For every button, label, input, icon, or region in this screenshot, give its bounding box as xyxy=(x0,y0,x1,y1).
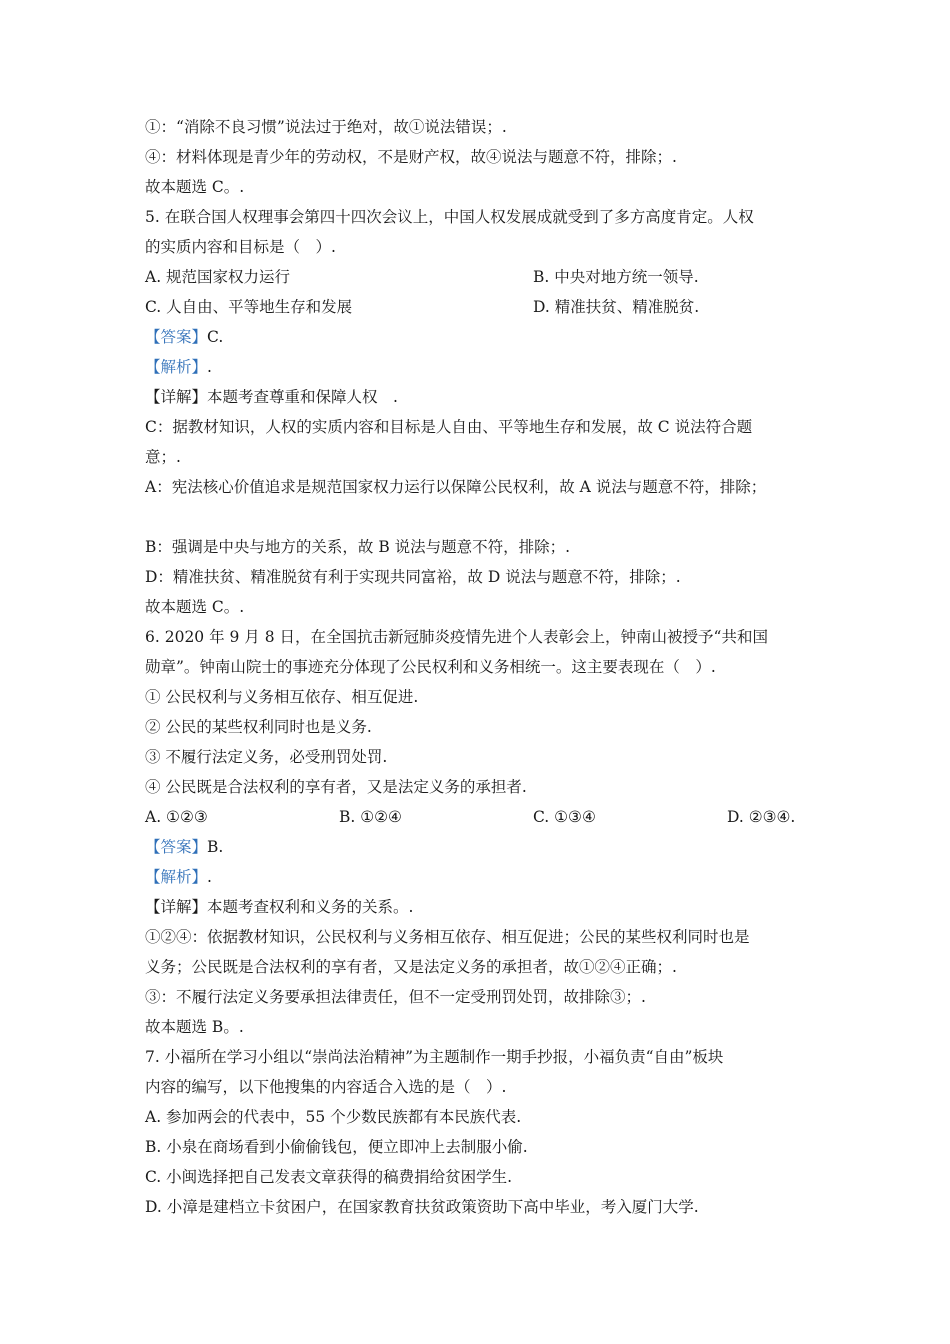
text-line: D：精准扶贫、精准脱贫有利于实现共同富裕，故 D 说法与题意不符，排除；. xyxy=(145,568,681,586)
text-line: 故本题选 C。. xyxy=(145,598,245,616)
answer-tag: 【答案】 xyxy=(145,328,208,346)
text-line: 故本题选 C。. xyxy=(145,178,245,196)
q6-option-d: D. ②③④. xyxy=(727,808,796,826)
q6-option-c: C. ①③④ xyxy=(533,808,596,826)
analysis-tag: 【解析】 xyxy=(145,868,208,886)
q6-answer xyxy=(145,832,805,862)
question-6-stem: 6. 2020 年 9 月 8 日，在全国抗击新冠肺炎疫情先进个人表彰会上，钟南山被授予“共和国 xyxy=(145,628,768,646)
answer-value: C. xyxy=(207,328,224,346)
q6-detail: 【详解】本题考查权利和义务的关系。. xyxy=(145,898,414,916)
text-line: ④：材料体现是青少年的劳动权，不是财产权，故④说法与题意不符，排除；. xyxy=(145,148,677,166)
q6-statement: ④ 公民既是合法权利的享有者，又是法定义务的承担者. xyxy=(145,778,527,796)
q7-option-a: A. 参加两会的代表中，55 个少数民族都有本民族代表. xyxy=(145,1108,522,1126)
question-5-stem: 5. 在联合国人权理事会第四十四次会议上，中国人权发展成就受到了多方高度肯定。人权 xyxy=(145,208,754,226)
text-line: 故本题选 B。. xyxy=(145,1018,244,1036)
text-line: ③：不履行法定义务要承担法律责任，但不一定受刑罚处罚，故排除③；. xyxy=(145,988,646,1006)
question-5-stem: 的实质内容和目标是（ ）. xyxy=(145,238,336,256)
q6-option-a: A. ①②③ xyxy=(145,808,208,826)
document-page xyxy=(145,112,805,1222)
text-line: B：强调是中央与地方的关系，故 B 说法与题意不符，排除；. xyxy=(145,538,571,556)
q6-options-row xyxy=(145,802,805,832)
q7-option-c: C. 小闽选择把自己发表文章获得的稿费捐给贫困学生. xyxy=(145,1168,513,1186)
q6-statement: ① 公民权利与义务相互依存、相互促进. xyxy=(145,688,419,706)
question-7-stem: 7. 小福所在学习小组以“崇尚法治精神”为主题制作一期手抄报，小福负责“自由”板块 xyxy=(145,1048,724,1066)
text-line: ①：“消除不良习惯”说法过于绝对，故①说法错误；. xyxy=(145,118,507,136)
q6-statement: ③ 不履行法定义务，必受刑罚处罚. xyxy=(145,748,388,766)
q5-option-c: C. 人自由、平等地生存和发展 xyxy=(145,298,353,316)
q6-analysis xyxy=(145,862,805,892)
spacer xyxy=(145,502,805,532)
text-line: A：宪法核心价值追求是规范国家权力运行以保障公民权利，故 A 说法与题意不符，排除； xyxy=(145,478,767,496)
q6-statement: ② 公民的某些权利同时也是义务. xyxy=(145,718,372,736)
text-line: C：据教材知识，人权的实质内容和目标是人自由、平等地生存和发展，故 C 说法符合题 xyxy=(145,418,753,436)
question-7-stem: 内容的编写，以下他搜集的内容适合入选的是（ ）. xyxy=(145,1078,507,1096)
q7-option-d: D. 小漳是建档立卡贫困户，在国家教育扶贫政策资助下高中毕业，考入厦门大学. xyxy=(145,1198,699,1216)
q5-option-d: D. 精准扶贫、精准脱贫. xyxy=(533,298,700,316)
q6-option-b: B. ①②④ xyxy=(339,808,402,826)
q5-detail: 【详解】本题考查尊重和保障人权 . xyxy=(145,388,398,406)
answer-tag: 【答案】 xyxy=(145,838,208,856)
question-6-stem: 勋章”。钟南山院士的事迹充分体现了公民权利和义务相统一。这主要表现在（ ）. xyxy=(145,658,716,676)
q5-option-b: B. 中央对地方统一领导. xyxy=(533,268,699,286)
q5-options-row-1 xyxy=(145,262,805,292)
text-line: ①②④：依据教材知识，公民权利与义务相互依存、相互促进；公民的某些权利同时也是 xyxy=(145,928,750,946)
q5-options-row-2 xyxy=(145,292,805,322)
q5-analysis xyxy=(145,352,805,382)
q5-answer xyxy=(145,322,805,352)
q5-option-a: A. 规范国家权力运行 xyxy=(145,268,291,286)
text-line: 义务；公民既是合法权利的享有者，又是法定义务的承担者，故①②④正确；. xyxy=(145,958,677,976)
analysis-tail: . xyxy=(207,868,212,886)
text-line: 意；. xyxy=(145,448,181,466)
analysis-tag: 【解析】 xyxy=(145,358,208,376)
analysis-tail: . xyxy=(207,358,212,376)
q7-option-b: B. 小泉在商场看到小偷偷钱包，便立即冲上去制服小偷. xyxy=(145,1138,528,1156)
answer-value: B. xyxy=(207,838,224,856)
